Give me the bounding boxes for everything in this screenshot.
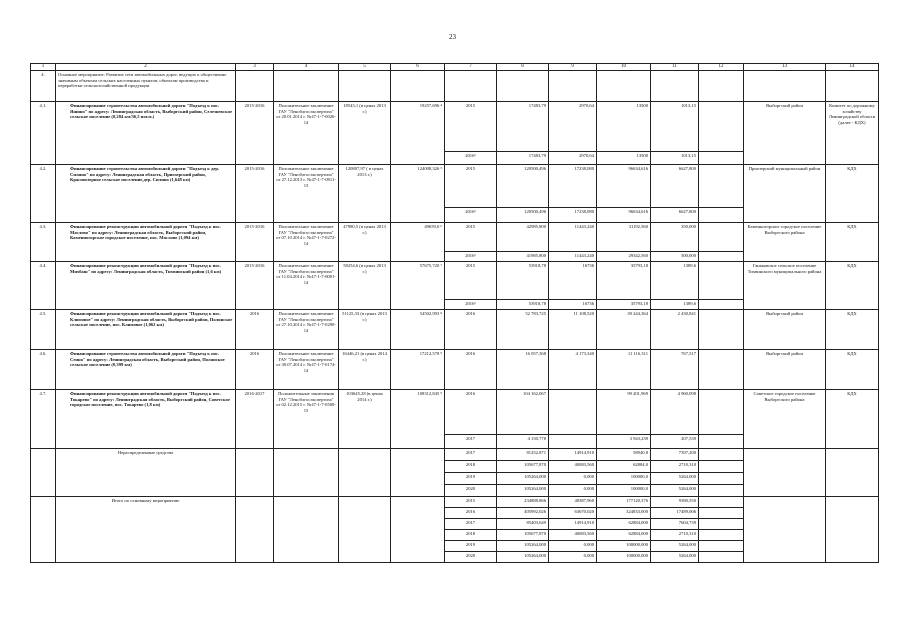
column-number-8: 8 [497, 64, 549, 71]
amount-regional: 96634,616 [597, 165, 651, 208]
column-number-5: 5 [339, 64, 391, 71]
item-name: Финансирование реконструкции автомобильной дороги "Подъезд к пос. Маслово" по адресу: Ленинградская область, Выборгский район, Каменногорское городское поселение, пос. Маслово (1,094 км) [56, 223, 236, 262]
empty-cell [826, 71, 879, 102]
empty-cell [339, 71, 391, 102]
item-executor: Приозерский муниципальный район [744, 165, 826, 223]
table-row [31, 223, 879, 252]
item-responsible: КДХ [826, 223, 879, 262]
item-period: 2016 [236, 350, 274, 390]
item-total-cost: 124008,326 ⁵ [391, 165, 445, 223]
item-total-cost: 19257,696 ⁴ [391, 102, 445, 165]
empty-cell [744, 71, 826, 102]
amount-federal: 11443,240 [549, 252, 597, 262]
year-cell: 2016¹ [445, 152, 497, 165]
item-name: Финансирование строительства автомобильной дороги "Подъезд к дер. Силино" по адресу: Ленинградская область, Приозерский район, Красноозерное сельское поселение,дер. Силино (1,648 км) [56, 165, 236, 223]
year-cell: 2018 [445, 530, 497, 541]
empty-cell [274, 449, 339, 497]
empty-cell [391, 497, 445, 563]
item-total-cost: 17212,578 ⁹ [391, 350, 445, 390]
year-cell: 2016¹ [445, 252, 497, 262]
amount-other [699, 165, 744, 208]
item-period: 2015-2016 [236, 223, 274, 262]
item-number: 4.6. [31, 350, 56, 390]
item-period: 2015-2016 [236, 102, 274, 165]
amount-regional: 100000,000 [597, 541, 651, 552]
item-estimate-cost: 16446,21 (в ценах 2014 г.) [339, 350, 391, 390]
column-number-row [31, 64, 879, 71]
year-cell: 2017 [445, 449, 497, 461]
amount-regional: 13500 [597, 152, 651, 165]
amount-regional: 100000,000 [597, 552, 651, 563]
column-number-6: 6 [391, 64, 445, 71]
item-name: Финансирование реконструкции автомобильной дороги "Подъезд к пос. Михбаш" по адресу: Ленинградская область, Тихвинский район (1,6 км) [56, 262, 236, 310]
amount-local: 6627,800 [651, 165, 699, 208]
amount-other [699, 473, 744, 485]
amount-total: 53918,78 [497, 262, 549, 300]
empty-cell [744, 497, 826, 563]
amount-local: 5264,000 [651, 473, 699, 485]
grand-total-row [31, 497, 879, 508]
amount-federal: 40083,560 [549, 461, 597, 473]
amount-local: 2710,310 [651, 530, 699, 541]
amount-local: 1013,15 [651, 152, 699, 165]
amount-other [699, 435, 744, 449]
amount-total: 53918,78 [497, 300, 549, 310]
item-executor: Ганьковское сельское поселение Тихвинского муниципального района [744, 262, 826, 310]
amount-regional: 100000,0 [597, 473, 651, 485]
item-period: 2015-2016 [236, 262, 274, 310]
amount-other [699, 310, 744, 350]
amount-local: 17489,006 [651, 508, 699, 519]
amount-other [699, 390, 744, 435]
table-row [31, 390, 879, 435]
item-responsible: КДХ [826, 165, 879, 223]
empty-cell [236, 497, 274, 563]
section-number: 4. [31, 71, 56, 102]
column-number-11: 11 [651, 64, 699, 71]
amount-local: 2710,310 [651, 461, 699, 473]
amount-total: 105264,000 [497, 552, 549, 563]
empty-cell [236, 449, 274, 497]
item-responsible: Комитет по дорожному хозяйству Ленинградской области (далее - КДХ) [826, 102, 879, 165]
amount-total: 42985,800 [497, 223, 549, 252]
year-cell: 2016 [445, 310, 497, 350]
amount-other [699, 508, 744, 519]
column-number-10: 10 [597, 64, 651, 71]
grand-total-label: Итого по основному мероприятию [56, 497, 236, 563]
item-approval-document: Положительное заключение ГАУ "Леноблгосэкспертиза" от 27.12.2013 г. №47-1-7-0811-13 [274, 165, 339, 223]
empty-cell [549, 71, 597, 102]
table-row [31, 102, 879, 152]
amount-total: 105264,000 [497, 541, 549, 552]
amount-total: 17483,79 [497, 152, 549, 165]
empty-cell [31, 497, 56, 563]
undistributed-label: Нераспределенные средства [56, 449, 236, 497]
item-estimate-cost: 47980,5 (в ценах 2013 г.) [339, 223, 391, 262]
amount-other [699, 497, 744, 508]
amount-other [699, 262, 744, 300]
amount-federal: 17238,080 [549, 208, 597, 223]
year-cell: 2020 [445, 485, 497, 497]
column-number-2: 2 [56, 64, 236, 71]
amount-total: 105264,000 [497, 473, 549, 485]
item-name: Финансирование реконструкции автомобильной дороги "Подъезд к пос. Климовое" по адресу: Ленинградская область, Выборгский район, Полянское сельское поселение, пос. Климовое (1,062 км) [56, 310, 236, 350]
year-cell: 2015 [445, 262, 497, 300]
item-number: 4.1. [31, 102, 56, 165]
amount-local: 5264,000 [651, 541, 699, 552]
amount-federal: 48387,960 [549, 497, 597, 508]
empty-cell [31, 449, 56, 497]
amount-total: 16 057,368 [497, 350, 549, 390]
amount-federal: 0,000 [549, 473, 597, 485]
item-estimate-cost: 103645,28 (в ценах 2014 г.) [339, 390, 391, 449]
table-row [31, 350, 879, 390]
amount-other [699, 223, 744, 252]
amount-federal: 0,000 [549, 541, 597, 552]
item-period: 2015-2016 [236, 165, 274, 223]
amount-other [699, 541, 744, 552]
item-executor: Выборгский район [744, 310, 826, 350]
item-approval-document: Положительное заключение ГАУ "Леноблгосэкспертиза" от 07.10.2014 г. №47-1-7-0272-14 [274, 223, 339, 262]
item-number: 4.3. [31, 223, 56, 262]
amount-total: 52 783,725 [497, 310, 549, 350]
section-row [31, 71, 879, 102]
item-total-cost: 108312,845 ⁹ [391, 390, 445, 449]
item-responsible: КДХ [826, 350, 879, 390]
amount-regional: 62884,0 [597, 461, 651, 473]
amount-regional: 324833,000 [597, 508, 651, 519]
amount-federal: 0,000 [549, 485, 597, 497]
amount-federal: 16736 [549, 262, 597, 300]
column-number-1: 1 [31, 64, 56, 71]
amount-other [699, 519, 744, 530]
year-cell: 2016 [445, 508, 497, 519]
amount-other [699, 208, 744, 223]
amount-regional: 99 201,969 [597, 390, 651, 435]
year-cell: 2020 [445, 552, 497, 563]
amount-local: 350,000 [651, 223, 699, 252]
item-number: 4.5. [31, 310, 56, 350]
table-row [31, 165, 879, 208]
amount-other [699, 552, 744, 563]
amount-total: 81252,871 [497, 449, 549, 461]
year-cell: 2015 [445, 223, 497, 252]
item-name: Финансирование строительства автомобильной дороги "Подъезд к пос. Сенно" по адресу: Ленинградская область, Выборгский район, Полянское сельское поселение (0,399 км) [56, 350, 236, 390]
table-row [31, 262, 879, 300]
item-name: Финансирование строительства автомобильной дороги "Подъезд к пос. Яшино" по адресу: Ленинградская область, Выборгский район, Селезневское сельское поселение (0,284 км/36,5 пог.м.) [56, 102, 236, 165]
amount-other [699, 152, 744, 165]
item-executor: Выборгский район [744, 350, 826, 390]
amount-regional: 11 116,311 [597, 350, 651, 390]
column-number-12: 12 [699, 64, 744, 71]
table-row [31, 310, 879, 350]
amount-other [699, 252, 744, 262]
amount-local: 4 960,098 [651, 390, 699, 435]
amount-total: 120500,496 [497, 165, 549, 208]
amount-total: 41985,800 [497, 252, 549, 262]
amount-other [699, 300, 744, 310]
amount-local: 6627,800 [651, 208, 699, 223]
item-estimate-cost: 58254,6 (в ценах 2013 г.) [339, 262, 391, 310]
amount-federal: 11 108,520 [549, 310, 597, 350]
empty-cell [497, 71, 549, 102]
item-total-cost: 57675,720 ⁷ [391, 262, 445, 310]
amount-local: 7604,739 [651, 519, 699, 530]
item-approval-document: Положительное заключение ГАУ "Леноблгосэкспертиза" от 30.07.2014 г. №47-1-7-0174-14 [274, 350, 339, 390]
item-period: 2016 [236, 310, 274, 350]
amount-other [699, 461, 744, 473]
year-cell: 2016¹ [445, 300, 497, 310]
amount-federal: 11443,240 [549, 223, 597, 252]
amount-regional: 35793,18 [597, 262, 651, 300]
amount-local: 5264,000 [651, 552, 699, 563]
amount-regional: 62884,000 [597, 519, 651, 530]
year-cell: 2016¹ [445, 208, 497, 223]
empty-cell [391, 449, 445, 497]
empty-cell [651, 71, 699, 102]
amount-total: 104 162,067 [497, 390, 549, 435]
item-period: 2016-2017 [236, 390, 274, 449]
item-executor: Выборгский район [744, 102, 826, 165]
column-number-9: 9 [549, 64, 597, 71]
program-table [30, 63, 879, 563]
amount-federal: 17238,080 [549, 165, 597, 208]
amount-other [699, 449, 744, 461]
amount-total: 120500,496 [497, 208, 549, 223]
empty-cell [339, 497, 391, 563]
item-responsible: КДХ [826, 310, 879, 350]
amount-local: 2 430,841 [651, 310, 699, 350]
item-number: 4.7. [31, 390, 56, 449]
empty-cell [699, 71, 744, 102]
item-responsible: КДХ [826, 262, 879, 310]
amount-regional: 58940,8 [597, 449, 651, 461]
undistributed-row [31, 449, 879, 461]
amount-total: 17483,79 [497, 102, 549, 152]
item-total-cost: 54502,993 ⁸ [391, 310, 445, 350]
column-number-13: 13 [744, 64, 826, 71]
amount-federal: 14914,910 [549, 519, 597, 530]
amount-total: 105677,870 [497, 461, 549, 473]
amount-local: 5264,000 [651, 485, 699, 497]
item-executor: Каменногорское городское поселение Выборгского района [744, 223, 826, 262]
year-cell: 2015 [445, 497, 497, 508]
amount-federal: 0,000 [549, 552, 597, 563]
empty-cell [445, 71, 497, 102]
item-executor: Советское городское поселение Выборгского района [744, 390, 826, 449]
column-number-4: 4 [274, 64, 339, 71]
empty-cell [274, 71, 339, 102]
amount-regional: 177120,376 [597, 497, 651, 508]
column-number-7: 7 [445, 64, 497, 71]
section-title: Основное мероприятие: Развитие сети автомобильных дорог, ведущих к общественно значимым объектам сельских населенных пунктов, объектам производства и переработки сельскохозяйственной продукции [56, 71, 236, 102]
amount-local: 1389,6 [651, 300, 699, 310]
amount-federal: 14914,910 [549, 449, 597, 461]
year-cell: 2019 [445, 473, 497, 485]
column-number-3: 3 [236, 64, 274, 71]
empty-cell [236, 71, 274, 102]
amount-regional: 96634,616 [597, 208, 651, 223]
amount-federal: 4 173,340 [549, 350, 597, 390]
amount-federal: 2970,64 [549, 102, 597, 152]
item-number: 4.4. [31, 262, 56, 310]
amount-local: 9380,550 [651, 497, 699, 508]
amount-total: 85403,649 [497, 519, 549, 530]
page-number: 23 [449, 33, 456, 41]
item-approval-document: Положительное заключение ГАУ "Леноблгосэкспертиза" от 20.01.2014 г. №47-1-7-0026-14 [274, 102, 339, 165]
item-estimate-cost: 120807,97 ( в ценах 2013 г.) [339, 165, 391, 223]
amount-local: 767,517 [651, 350, 699, 390]
amount-regional: 39 244,364 [597, 310, 651, 350]
empty-cell [826, 449, 879, 497]
item-total-cost: 49659,0 ⁶ [391, 223, 445, 262]
amount-total: 105264,000 [497, 485, 549, 497]
year-cell: 2015 [445, 165, 497, 208]
item-approval-document: Положительное заключение ГАУ "Леноблгосэкспертиза" от 11.04.2014 г. №47-1-7-0081-14 [274, 262, 339, 310]
empty-cell [339, 449, 391, 497]
amount-regional: 29342,560 [597, 252, 651, 262]
amount-other [699, 485, 744, 497]
amount-federal [549, 435, 597, 449]
empty-cell [744, 449, 826, 497]
item-approval-document: Положительное заключение ГАУ "Леноблгосэкспертиза" от 27.10.2014 г. №47-1-7-0290-14 [274, 310, 339, 350]
amount-regional: 3 943,239 [597, 435, 651, 449]
amount-federal: 16736 [549, 300, 597, 310]
item-estimate-cost: 18543,1 (в ценах 2013 г.) [339, 102, 391, 165]
amount-regional: 100000,0 [597, 485, 651, 497]
amount-local: 7397,200 [651, 449, 699, 461]
year-cell: 2017 [445, 519, 497, 530]
amount-other [699, 102, 744, 152]
amount-federal: 40083,560 [549, 530, 597, 541]
amount-regional: 31192,560 [597, 223, 651, 252]
amount-total: 234888,866 [497, 497, 549, 508]
item-approval-document: Положительные заключения ГАУ "Леноблгосэкспертиза" от 02.12.2015 г. №47-1-7-0500-15 [274, 390, 339, 449]
year-cell: 2016 [445, 350, 497, 390]
empty-cell [826, 497, 879, 563]
amount-federal [549, 390, 597, 435]
amount-local: 207,539 [651, 435, 699, 449]
amount-total: 405992,026 [497, 508, 549, 519]
amount-regional: 62884,000 [597, 530, 651, 541]
amount-federal: 2970,64 [549, 152, 597, 165]
column-number-14: 14 [826, 64, 879, 71]
amount-local: 300,000 [651, 252, 699, 262]
amount-other [699, 530, 744, 541]
year-cell: 2015 [445, 102, 497, 152]
year-cell: 2017 [445, 435, 497, 449]
amount-other [699, 350, 744, 390]
year-cell: 2016 [445, 390, 497, 435]
empty-cell [597, 71, 651, 102]
amount-local: 1013,15 [651, 102, 699, 152]
year-cell: 2018 [445, 461, 497, 473]
item-responsible: КДХ [826, 390, 879, 449]
amount-federal: 63670,020 [549, 508, 597, 519]
amount-total: 4 150,778 [497, 435, 549, 449]
amount-regional: 13500 [597, 102, 651, 152]
amount-local: 1389,6 [651, 262, 699, 300]
empty-cell [391, 71, 445, 102]
item-number: 4.2. [31, 165, 56, 223]
item-name: Финансирование реконструкции автомобильной дороги "Подъезд к пос. Токарево" по адресу: Ленинградская область, Выборгский район, Советское городское поселение, пос. Токарево (1,8 км) [56, 390, 236, 449]
empty-cell [274, 497, 339, 563]
item-estimate-cost: 51125,33 (в ценах 2013 г.) [339, 310, 391, 350]
year-cell: 2019 [445, 541, 497, 552]
amount-total: 105677,870 [497, 530, 549, 541]
amount-regional: 35793,18 [597, 300, 651, 310]
